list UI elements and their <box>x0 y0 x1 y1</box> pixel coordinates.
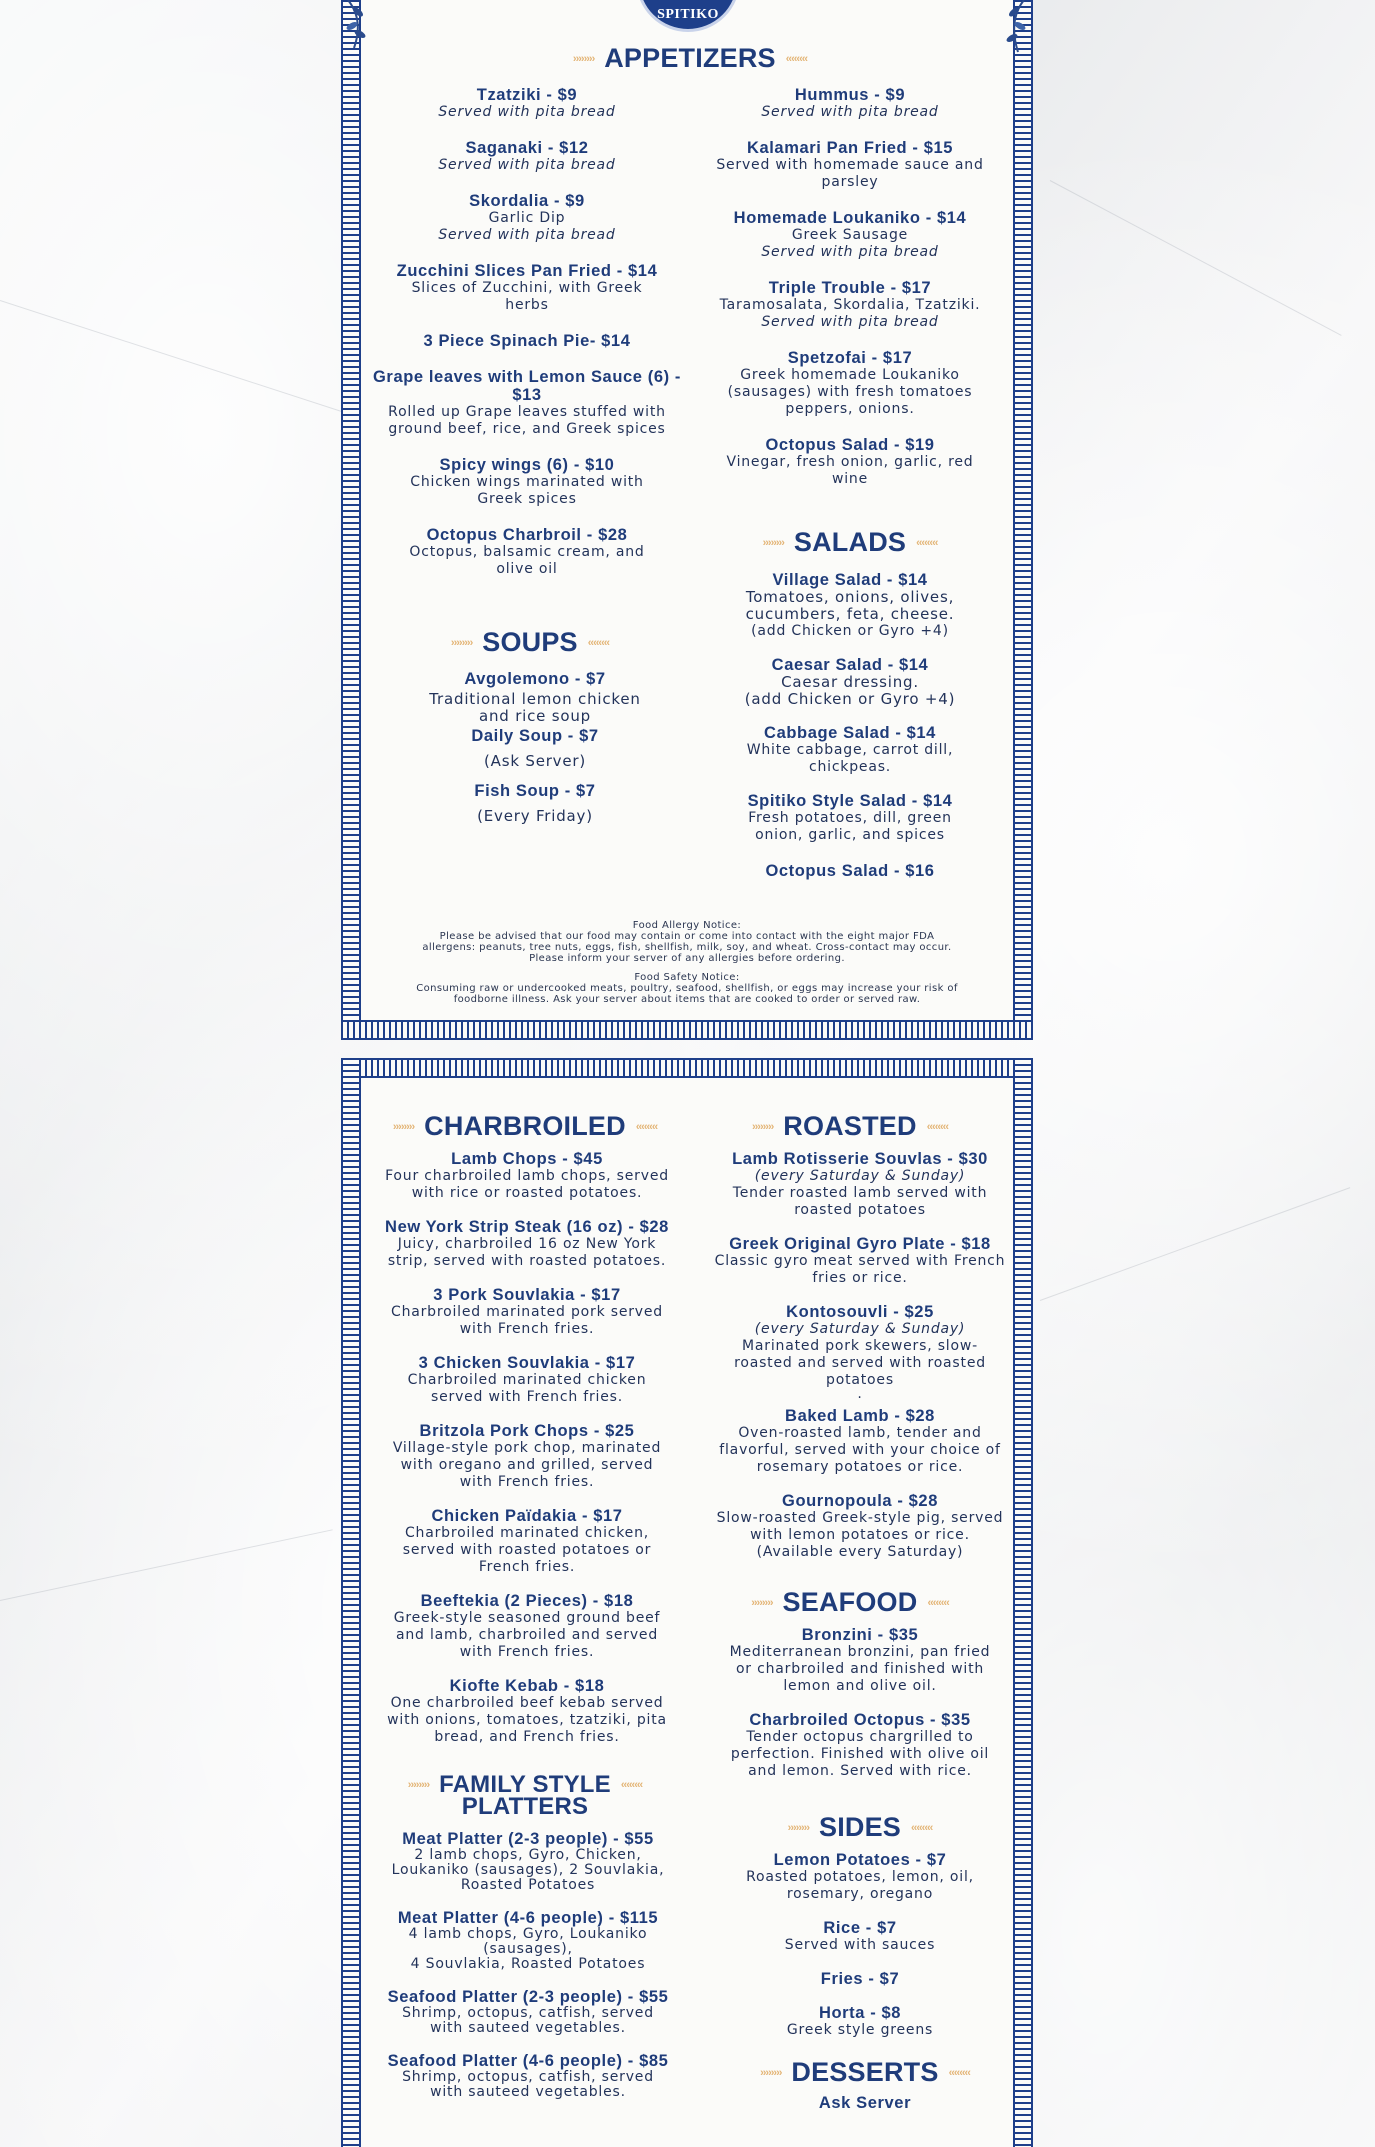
menu-item <box>700 1492 1020 1561</box>
section-title: SIDES <box>818 1812 902 1842</box>
item-desc: and rice soup <box>479 707 591 725</box>
menu-item <box>378 1830 678 1893</box>
menu-item <box>370 1677 684 1746</box>
item-desc: ground beef, rice, and Greek spices <box>388 421 666 437</box>
olive-branch-icon <box>988 0 1028 55</box>
item-desc: parsley <box>821 174 879 190</box>
section-title: ROASTED <box>783 1111 917 1141</box>
item-name: Cabbage Salad - $14 <box>764 724 936 742</box>
chevron-ornament-icon: ‹‹‹‹‹‹‹‹ <box>635 1120 658 1133</box>
item-desc: strip, served with roasted potatoes. <box>387 1253 667 1269</box>
item-name: Meat Platter (4-6 people) - $115 <box>397 1909 659 1927</box>
chevron-ornament-icon: ‹‹‹‹‹‹‹‹ <box>926 1120 949 1133</box>
menu-item <box>370 262 684 314</box>
item-desc: Charbroiled marinated chicken, <box>404 1525 650 1541</box>
item-name: Seafood Platter (4-6 people) - $85 <box>387 2052 669 2070</box>
item-name: 3 Piece Spinach Pie- $14 <box>423 332 631 350</box>
item-name: Bronzini - $35 <box>801 1626 919 1644</box>
item-note: (every Saturday & Sunday) <box>754 1321 966 1337</box>
item-desc: Charbroiled marinated pork served <box>391 1304 663 1320</box>
menu-item <box>370 332 684 350</box>
item-desc: with oregano and grilled, served <box>400 1457 654 1473</box>
item-desc: served with roasted potatoes or <box>402 1542 652 1558</box>
marble-vein <box>0 300 381 425</box>
item-name: Spicy wings (6) - $10 <box>439 456 615 474</box>
item-name: Rice - $7 <box>823 1919 897 1937</box>
item-desc: with French fries. <box>459 1644 595 1660</box>
menu-item <box>695 349 1005 418</box>
item-name: Octopus Charbroil - $28 <box>426 526 628 544</box>
item-desc: Greek-style seasoned ground beef <box>393 1610 661 1626</box>
item-desc: (add Chicken or Gyro +4) <box>751 623 949 639</box>
notice-line: foodborne illness. Ask your server about items that are cooked to order or served raw. <box>453 994 921 1005</box>
menu-item <box>695 209 1005 261</box>
menu-item <box>380 670 690 725</box>
menu-item <box>370 1507 684 1576</box>
item-desc: with sauteed vegetables. <box>430 2084 626 2100</box>
greek-key-border-right <box>1013 0 1033 1040</box>
chevron-ornament-icon: ›››››››› <box>787 1821 809 1834</box>
item-name: Kontosouvli - $25 <box>786 1303 934 1321</box>
item-desc: Greek Sausage <box>791 227 909 243</box>
item-desc: Four charbroiled lamb chops, served <box>385 1168 669 1184</box>
item-desc: Slow-roasted Greek-style pig, served <box>716 1510 1004 1526</box>
item-name: Kalamari Pan Fried - $15 <box>746 139 954 157</box>
chevron-ornament-icon: ‹‹‹‹‹‹‹‹ <box>587 636 610 649</box>
item-name: Avgolemono - $7 <box>464 670 606 688</box>
menu-item <box>710 1711 1010 1780</box>
appetizers-right-column <box>695 86 1005 488</box>
item-desc: with French fries. <box>459 1321 595 1337</box>
chevron-ornament-icon: ›››››››› <box>760 2066 782 2079</box>
menu-item <box>695 86 1005 121</box>
item-name: Octopus Salad - $16 <box>765 862 935 880</box>
chevron-ornament-icon: ›››››››› <box>751 1120 774 1133</box>
section-heading-sides <box>740 1812 980 1843</box>
item-name: Chicken Païdakia - $17 <box>431 1507 623 1525</box>
item-desc: with French fries. <box>459 1474 595 1490</box>
item-desc: 4 lamb chops, Gyro, Loukaniko <box>408 1926 648 1942</box>
item-note: (every Saturday & Sunday) <box>754 1168 966 1184</box>
item-desc: roasted and served with roasted <box>734 1355 986 1371</box>
section-title: FAMILY STYLE <box>439 1771 611 1798</box>
chevron-ornament-icon: ›››››››› <box>407 1779 430 1791</box>
item-name: Gournopoula - $28 <box>782 1492 938 1510</box>
chevron-ornament-icon: ‹‹‹‹‹‹‹‹ <box>620 1779 643 1791</box>
menu-item <box>710 1851 1010 1903</box>
item-desc: Octopus, balsamic cream, and <box>409 544 645 560</box>
menu-item <box>700 1235 1020 1287</box>
item-name: Seafood Platter (2-3 people) - $55 <box>387 1988 669 2006</box>
item-note: Served with pita bread <box>438 104 616 120</box>
item-name: Homemade Loukaniko - $14 <box>733 209 967 227</box>
menu-item <box>370 1218 684 1270</box>
family-platters-list <box>378 1830 678 2100</box>
section-heading-salads <box>730 527 970 558</box>
item-desc: potatoes <box>826 1372 894 1388</box>
notice-title: Food Safety Notice: <box>634 972 740 983</box>
item-desc: cucumbers, feta, cheese. <box>745 605 955 623</box>
item-desc: with onions, tomatoes, tzatziki, pita <box>387 1712 667 1728</box>
section-heading-seafood <box>720 1587 980 1618</box>
item-desc: wine <box>831 471 869 487</box>
item-name: Daily Soup - $7 <box>471 727 599 745</box>
item-desc: onion, garlic, and spices <box>755 827 945 843</box>
appetizers-left-column <box>370 86 684 578</box>
roasted-list <box>700 1150 1020 1561</box>
item-desc: (sausages), <box>483 1941 573 1957</box>
item-desc: Vinegar, fresh onion, garlic, red <box>726 454 974 470</box>
greek-key-border-left <box>341 0 361 1040</box>
item-name: Lamb Rotisserie Souvlas - $30 <box>732 1150 988 1168</box>
menu-item <box>370 139 684 174</box>
section-heading-appetizers <box>520 43 860 74</box>
section-title: SEAFOOD <box>782 1587 918 1617</box>
item-desc: herbs <box>505 297 549 313</box>
item-desc: fries or rice. <box>812 1270 908 1286</box>
item-name: Beeftekia (2 Pieces) - $18 <box>420 1592 634 1610</box>
item-desc: White cabbage, carrot dill, <box>746 742 954 758</box>
item-desc: Caesar dressing. <box>781 673 919 691</box>
olive-branch-icon <box>344 0 384 50</box>
item-desc: chickpeas. <box>808 759 892 775</box>
item-desc: Roasted Potatoes <box>460 1877 596 1893</box>
menu-item <box>710 2004 1010 2039</box>
item-desc: Slices of Zucchini, with Greek <box>411 280 643 296</box>
item-name: Tzatziki - $9 <box>476 86 578 104</box>
item-name: Greek Original Gyro Plate - $18 <box>729 1235 991 1253</box>
notice-line: Consuming raw or undercooked meats, poultry, seafood, shellfish, or eggs may increase your risk of <box>416 983 958 994</box>
item-desc: Greek homemade Loukaniko <box>740 367 960 383</box>
item-desc: Oven-roasted lamb, tender and <box>738 1425 982 1441</box>
menu-item <box>710 1970 1010 1988</box>
item-note: Served with pita bread <box>761 104 939 120</box>
item-desc: Village-style pork chop, marinated <box>392 1440 662 1456</box>
item-desc: and lemon. Served with rice. <box>748 1763 972 1779</box>
item-desc: with rice or roasted potatoes. <box>411 1185 643 1201</box>
notice-title: Food Allergy Notice: <box>632 920 742 931</box>
item-desc: Traditional lemon chicken <box>429 690 641 708</box>
item-desc: lemon and olive oil. <box>783 1678 937 1694</box>
item-desc: Chicken wings marinated with <box>410 474 644 490</box>
section-title: CHARBROILED <box>424 1111 626 1141</box>
item-desc: Tender octopus chargrilled to <box>746 1729 974 1745</box>
item-note: Served with pita bread <box>761 314 939 330</box>
menu-item <box>695 279 1005 331</box>
item-name: Lamb Chops - $45 <box>451 1150 603 1168</box>
menu-item <box>700 656 1000 708</box>
menu-item <box>380 782 690 825</box>
menu-item <box>700 724 1000 776</box>
item-desc: or charbroiled and finished with <box>735 1661 985 1677</box>
section-heading-charbroiled <box>365 1111 685 1142</box>
item-desc: 4 Souvlakia, Roasted Potatoes <box>410 1956 646 1972</box>
menu-item <box>370 1286 684 1338</box>
section-heading-desserts <box>725 2057 1005 2088</box>
chevron-ornament-icon: ›››››››› <box>450 636 473 649</box>
greek-key-border-left <box>341 1058 361 2147</box>
section-title: PLATTERS <box>461 1793 589 1820</box>
chevron-ornament-icon: ›››››››› <box>762 536 784 549</box>
item-desc: Juicy, charbroiled 16 oz New York <box>397 1236 657 1252</box>
menu-item <box>700 571 1000 640</box>
section-title: SOUPS <box>482 627 578 657</box>
item-name: Meat Platter (2-3 people) - $55 <box>402 1830 654 1848</box>
menu-item <box>370 1150 684 1202</box>
item-note: Served with pita bread <box>438 157 616 173</box>
item-desc: flavorful, served with your choice of <box>719 1442 1001 1458</box>
section-title: SALADS <box>793 527 907 557</box>
item-name: Zucchini Slices Pan Fried - $14 <box>396 262 658 280</box>
item-desc: Mediterranean bronzini, pan fried <box>729 1644 991 1660</box>
item-desc: Roasted potatoes, lemon, oil, <box>746 1869 974 1885</box>
item-desc: Taramosalata, Skordalia, Tzatziki. <box>719 297 981 313</box>
desserts-note <box>715 2094 1015 2112</box>
menu-item <box>700 1407 1020 1476</box>
item-name: Baked Lamb - $28 <box>785 1407 935 1425</box>
item-desc: and lamb, charbroiled and served <box>395 1627 659 1643</box>
section-heading-family-style <box>375 1771 675 1820</box>
item-name: Kiofte Kebab - $18 <box>449 1677 605 1695</box>
menu-item <box>370 1592 684 1661</box>
menu-item <box>695 436 1005 488</box>
item-desc: Classic gyro meat served with French <box>714 1253 1006 1269</box>
menu-item <box>700 862 1000 880</box>
item-name: Spetzofai - $17 <box>787 349 913 367</box>
item-desc: (Every Friday) <box>477 807 593 825</box>
menu-item <box>378 1988 678 2036</box>
menu-item <box>710 1919 1010 1954</box>
item-desc: bread, and French fries. <box>434 1729 620 1745</box>
item-desc: Fresh potatoes, dill, green <box>748 810 952 826</box>
item-name: Ask Server <box>818 2094 912 2112</box>
item-name: Caesar Salad - $14 <box>771 656 929 674</box>
sides-list <box>710 1851 1010 2039</box>
item-name: Octopus Salad - $19 <box>765 436 935 454</box>
notice-line: allergens: peanuts, tree nuts, eggs, fish, shellfish, milk, soy, and wheat. Cross-contact may occur. <box>422 942 952 953</box>
item-name: Skordalia - $9 <box>469 192 585 210</box>
notice-line: Please inform your server of any allergies before ordering. <box>529 953 845 964</box>
item-desc: peppers, onions. <box>785 401 915 417</box>
menu-item <box>695 139 1005 191</box>
menu-item <box>370 456 684 508</box>
item-name: Charbroiled Octopus - $35 <box>749 1711 971 1729</box>
chevron-ornament-icon: ‹‹‹‹‹‹‹‹ <box>927 1596 949 1609</box>
food-allergy-notice <box>366 920 1008 1005</box>
item-name: Saganaki - $12 <box>465 139 589 157</box>
item-desc: Charbroiled marinated chicken <box>407 1372 647 1388</box>
item-desc: served with French fries. <box>431 1389 623 1405</box>
item-desc: Greek style greens <box>786 2022 934 2038</box>
chevron-ornament-icon: ›››››››› <box>392 1120 415 1133</box>
menu-item <box>700 1303 1020 1402</box>
item-desc: perfection. Finished with olive oil <box>730 1746 990 1762</box>
marble-vein <box>0 1529 333 1601</box>
notice-line: Please be advised that our food may contain or come into contact with the eight major FDA <box>439 931 935 942</box>
item-desc: olive oil <box>496 561 558 577</box>
menu-item <box>370 1422 684 1491</box>
section-heading-soups <box>400 627 660 658</box>
item-name: Britzola Pork Chops - $25 <box>419 1422 635 1440</box>
section-title: DESSERTS <box>791 2057 939 2087</box>
item-note: Served with pita bread <box>761 244 939 260</box>
item-name: Fries - $7 <box>820 1970 900 1988</box>
item-desc: Loukaniko (sausages), 2 Souvlakia, <box>391 1862 665 1878</box>
menu-item <box>378 1909 678 1972</box>
item-desc: (Available every Saturday) <box>756 1544 964 1560</box>
item-desc: rosemary potatoes or rice. <box>756 1459 964 1475</box>
item-desc: Tender roasted lamb served with <box>732 1185 988 1201</box>
menu-item <box>370 368 684 438</box>
charbroiled-list <box>370 1150 684 1746</box>
item-name: Grape leaves with Lemon Sauce (6) - $13 <box>372 368 681 404</box>
greek-key-border-top <box>341 1058 1033 1078</box>
chevron-ornament-icon: ‹‹‹‹‹‹‹‹ <box>916 536 938 549</box>
item-desc: Shrimp, octopus, catfish, served <box>402 2069 654 2085</box>
item-desc: with lemon potatoes or rice. <box>750 1527 970 1543</box>
item-name: New York Strip Steak (16 oz) - $28 <box>385 1218 669 1236</box>
item-desc: Marinated pork skewers, slow- <box>742 1338 978 1354</box>
item-desc: Tomatoes, onions, olives, <box>745 588 955 606</box>
item-name: Triple Trouble - $17 <box>768 279 932 297</box>
item-desc: Rolled up Grape leaves stuffed with <box>388 404 666 420</box>
item-note: Served with pita bread <box>438 227 616 243</box>
item-name: 3 Chicken Souvlakia - $17 <box>418 1354 636 1372</box>
item-desc: with sauteed vegetables. <box>430 2020 626 2036</box>
menu-item <box>700 1150 1020 1219</box>
chevron-ornament-icon: ›››››››› <box>751 1596 773 1609</box>
menu-item <box>710 1626 1010 1695</box>
item-desc: (sausages) with fresh tomatoes <box>727 384 973 400</box>
item-desc: French fries. <box>478 1559 576 1575</box>
item-name: Village Salad - $14 <box>772 571 928 589</box>
chevron-ornament-icon: ‹‹‹‹‹‹‹‹ <box>911 1821 933 1834</box>
item-desc: Garlic Dip <box>488 210 566 226</box>
item-desc: rosemary, oregano <box>786 1886 934 1902</box>
marble-vein <box>1040 1187 1350 1301</box>
item-desc: (Ask Server) <box>483 752 587 770</box>
item-name: Hummus - $9 <box>794 86 906 104</box>
item-name: Fish Soup - $7 <box>474 782 596 800</box>
item-name: Horta - $8 <box>818 2004 902 2022</box>
item-desc: . <box>857 1386 863 1402</box>
section-title: APPETIZERS <box>604 43 776 73</box>
greek-key-border-bottom <box>341 1020 1033 1040</box>
item-desc: 2 lamb chops, Gyro, Chicken, <box>414 1847 642 1863</box>
menu-item <box>370 86 684 121</box>
menu-item <box>370 192 684 244</box>
menu-item <box>700 792 1000 844</box>
menu-item <box>380 727 690 770</box>
item-desc: (add Chicken or Gyro +4) <box>744 690 956 708</box>
chevron-ornament-icon: ›››››››› <box>572 52 595 65</box>
marble-vein <box>1050 180 1342 336</box>
item-desc: Shrimp, octopus, catfish, served <box>402 2005 654 2021</box>
seafood-list <box>710 1626 1010 1780</box>
section-heading-roasted <box>720 1111 980 1142</box>
chevron-ornament-icon: ‹‹‹‹‹‹‹‹ <box>785 52 808 65</box>
salads-list <box>700 571 1000 880</box>
menu-item <box>370 1354 684 1406</box>
logo-text: SPITIKO <box>657 7 719 22</box>
item-desc: Greek spices <box>477 491 577 507</box>
menu-item <box>378 2052 678 2100</box>
item-desc: Served with sauces <box>784 1937 936 1953</box>
item-desc: One charbroiled beef kebab served <box>390 1695 664 1711</box>
item-desc: roasted potatoes <box>794 1202 926 1218</box>
item-desc: Served with homemade sauce and <box>716 157 984 173</box>
soups-list <box>380 670 690 825</box>
item-name: Spitiko Style Salad - $14 <box>747 792 953 810</box>
menu-item <box>370 526 684 578</box>
item-name: Lemon Potatoes - $7 <box>773 1851 947 1869</box>
item-name: 3 Pork Souvlakia - $17 <box>433 1286 621 1304</box>
chevron-ornament-icon: ‹‹‹‹‹‹‹‹ <box>948 2066 970 2079</box>
